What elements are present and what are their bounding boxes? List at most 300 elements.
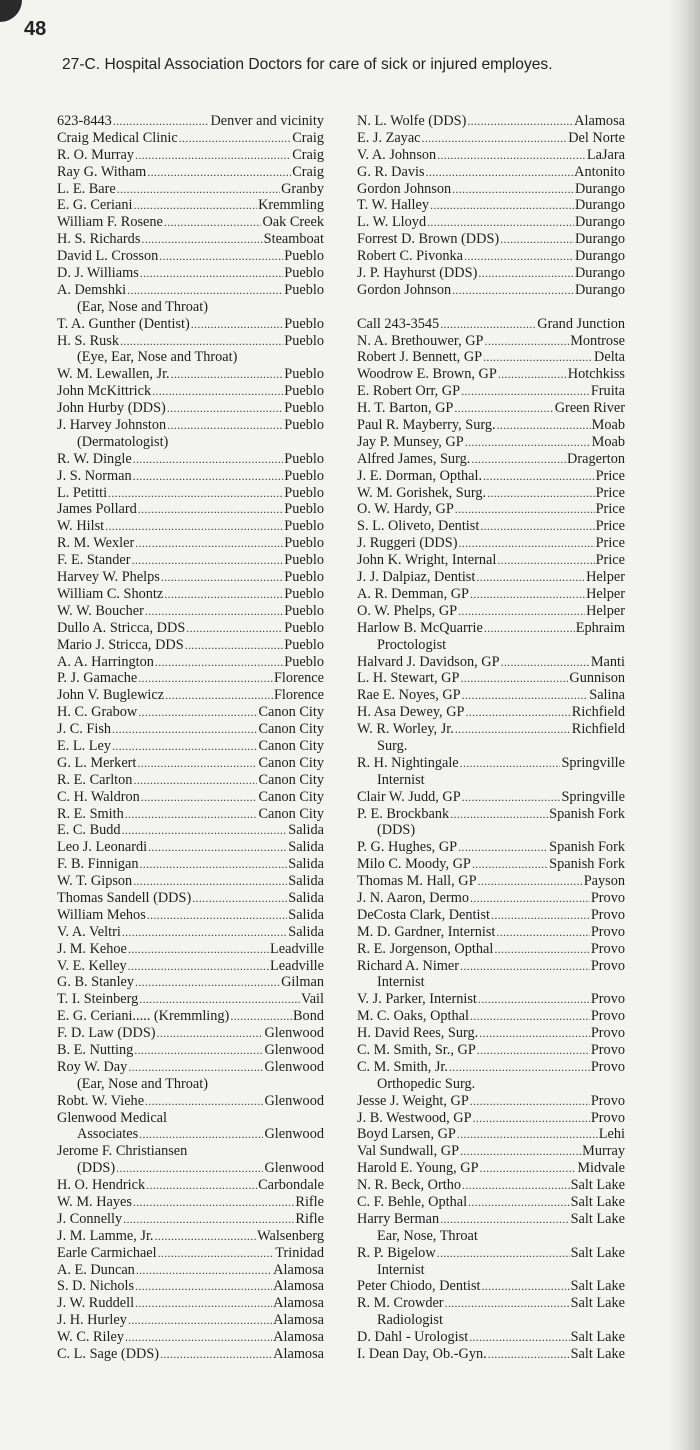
doctor-name: R. E. Smith: [57, 805, 124, 822]
directory-entry: [57, 1346, 324, 1363]
dot-leader: [468, 1194, 570, 1211]
location: Provo: [590, 906, 625, 923]
doctor-name: Harold E. Young, GP: [357, 1160, 479, 1177]
dot-leader: [488, 1346, 570, 1363]
dot-leader: [125, 806, 258, 823]
doctor-name: Jesse J. Weight, GP: [357, 1092, 469, 1109]
location: Spanish Fork: [549, 839, 625, 856]
directory-entry: [57, 890, 324, 907]
directory-entry: [57, 316, 324, 333]
doctor-name: A. E. Duncan: [57, 1261, 135, 1278]
doctor-name: L. Petitti: [57, 484, 108, 501]
doctor-name: Mario J. Stricca, DDS: [57, 636, 184, 653]
location: Durango: [574, 197, 625, 214]
dot-leader: [478, 991, 590, 1008]
doctor-name: Boyd Larsen, GP: [357, 1126, 456, 1143]
doctor-name: N. R. Beck, Ortho: [357, 1177, 462, 1194]
doctor-name: T. W. Halley: [357, 197, 430, 214]
dot-leader: [147, 907, 287, 924]
dot-leader: [117, 181, 280, 198]
directory-entry: [57, 1295, 324, 1312]
doctor-name: D. J. Williams: [57, 265, 139, 282]
dot-leader: [462, 789, 561, 806]
location: Pueblo: [284, 602, 324, 619]
location: Durango: [574, 214, 625, 231]
directory-entry: [357, 181, 625, 198]
doctor-name: John Hurby (DDS): [57, 400, 166, 417]
dot-leader: [161, 569, 283, 586]
dot-leader: [128, 958, 269, 975]
doctor-name: H. C. Grabow: [57, 704, 138, 721]
dot-leader: [454, 400, 553, 417]
directory-entry: [357, 704, 625, 721]
dot-leader: [186, 620, 283, 637]
doctor-name: Halvard J. Davidson, GP: [357, 653, 500, 670]
dot-leader: [460, 1143, 581, 1160]
directory-entry: [57, 181, 324, 198]
doctor-name: W. T. Gipson: [57, 873, 133, 890]
directory-entry: [357, 518, 625, 535]
dot-leader: [470, 586, 585, 603]
location: Durango: [574, 265, 625, 282]
doctor-name: H. Asa Dewey, GP: [357, 704, 465, 721]
directory-entry: [57, 1177, 324, 1194]
directory-entry: [57, 248, 324, 265]
directory-entry: [57, 501, 324, 518]
doctor-name: O. W. Hardy, GP: [357, 501, 454, 518]
directory-entry: [57, 1278, 324, 1295]
directory-entry: [357, 924, 625, 941]
location: Price: [595, 552, 625, 569]
directory-entry: [57, 603, 324, 620]
directory-entry: [357, 316, 625, 333]
directory-entry: [57, 991, 324, 1008]
doctor-name: Ray G. Witham: [57, 163, 147, 180]
specialty-note: Surg.: [377, 737, 408, 754]
location: Glenwood: [264, 1058, 324, 1075]
directory-entry: [357, 333, 625, 350]
location: Payson: [583, 873, 625, 890]
doctor-name: S. D. Nichols: [57, 1278, 135, 1295]
directory-entry: [357, 721, 625, 738]
dot-leader: [120, 333, 283, 350]
directory-entry: [57, 569, 324, 586]
dot-leader: [440, 316, 536, 333]
dot-leader: [159, 248, 283, 265]
doctor-name: Harlow B. McQuarrie: [357, 619, 483, 636]
directory-entry: [357, 164, 625, 181]
location: Gilman: [281, 974, 324, 991]
location: Oak Creek: [262, 214, 324, 231]
location: Midvale: [577, 1160, 625, 1177]
directory-entry: [357, 197, 625, 214]
location: Salida: [288, 822, 324, 839]
doctor-name: H. S. Rusk: [57, 332, 119, 349]
dot-leader: [458, 839, 548, 856]
location: Alamosa: [574, 113, 625, 129]
location: Pueblo: [284, 417, 324, 434]
doctor-name: Roy W. Day: [57, 1058, 128, 1075]
location: Canon City: [258, 771, 324, 788]
location: Pueblo: [284, 366, 324, 383]
doctor-name: C. H. Waldron: [57, 788, 140, 805]
location: Alamosa: [273, 1261, 324, 1278]
dot-leader: [128, 1312, 272, 1329]
location: Canon City: [258, 704, 324, 721]
doctor-name: Robert C. Pivonka: [357, 248, 464, 265]
doctor-name: F. B. Finnigan: [57, 856, 139, 873]
doctor-name: W. M. Lewallen, Jr.: [57, 366, 170, 383]
dot-leader: [476, 569, 585, 586]
dot-leader: [497, 552, 594, 569]
directory-entry: [57, 417, 324, 434]
doctor-name: I. Dean Day, Ob.-Gyn.: [357, 1346, 487, 1363]
location: Glenwood: [264, 1092, 324, 1109]
location: Craig: [292, 146, 324, 163]
doctor-name: Craig Medical Clinic: [57, 129, 178, 146]
doctor-name: C. F. Behle, Opthal: [357, 1194, 468, 1210]
location: Provo: [590, 991, 625, 1008]
doctor-name: John V. Buglewicz: [57, 687, 165, 704]
location: Salt Lake: [570, 1329, 625, 1346]
location: Pueblo: [284, 248, 324, 265]
doctor-name: David L. Crosson: [57, 248, 159, 265]
dot-leader: [135, 974, 280, 991]
dot-leader: [135, 1295, 272, 1312]
doctor-name: E. Robert Orr, GP: [357, 383, 461, 400]
location: Helper: [586, 569, 625, 586]
dot-leader: [152, 383, 283, 400]
dot-leader: [133, 197, 257, 214]
right-column: [357, 113, 625, 1363]
directory-entry: [57, 839, 324, 856]
doctor-name: Forrest D. Brown (DDS): [357, 231, 500, 248]
dot-leader: [128, 941, 269, 958]
dot-leader: [437, 147, 586, 164]
doctor-name: John McKittrick: [57, 383, 152, 400]
directory-entry: [57, 1312, 324, 1329]
doctor-name: P. G. Hughes, GP: [357, 839, 458, 856]
location: Pueblo: [284, 619, 324, 636]
dot-leader: [145, 603, 283, 620]
doctor-name: W. C. Riley: [57, 1329, 124, 1346]
location: Provo: [590, 957, 625, 974]
directory-entry: [357, 417, 625, 434]
dot-leader: [192, 890, 287, 907]
location: Granby: [281, 180, 324, 197]
location: Moab: [591, 433, 625, 450]
dot-leader: [422, 130, 568, 147]
dot-leader: [482, 1278, 570, 1295]
location: Carbondale: [258, 1177, 324, 1194]
location: Lehi: [598, 1126, 625, 1143]
doctor-name: William F. Rosene: [57, 214, 163, 231]
location: Ephraim: [575, 619, 625, 636]
location: LaJara: [586, 146, 625, 163]
doctor-name: V. A. Johnson: [357, 146, 437, 163]
directory-entry: [57, 806, 324, 823]
directory-entry: [57, 958, 324, 975]
location: Glenwood: [264, 1160, 324, 1177]
location: Alamosa: [273, 1329, 324, 1346]
dot-leader: [157, 1025, 264, 1042]
doctor-name: J. N. Aaron, Dermo: [357, 889, 469, 906]
dot-leader: [133, 772, 257, 789]
doctor-name: T. A. Gunther (Dentist): [57, 315, 190, 332]
directory-entry: [57, 789, 324, 806]
dot-leader: [135, 147, 291, 164]
directory-entry: [57, 535, 324, 552]
location: Helper: [586, 602, 625, 619]
specialty-note: Internist: [377, 974, 425, 991]
directory-entry: [57, 654, 324, 671]
location: Green River: [554, 400, 625, 417]
doctor-name: L. H. Stewart, GP: [357, 670, 460, 687]
directory-entry: [57, 1211, 324, 1228]
directory-entry: [357, 282, 625, 299]
doctor-name: W. Hilst: [57, 518, 105, 535]
doctor-name: G. L. Merkert: [57, 754, 137, 771]
doctor-name: N. A. Brethouwer, GP: [357, 332, 484, 349]
directory-entry: [357, 265, 625, 282]
dot-leader: [457, 1126, 598, 1143]
directory-entry: [357, 214, 625, 231]
doctor-name: R. M. Wexler: [57, 535, 135, 552]
doctor-name: J. Connelly: [57, 1210, 123, 1227]
dot-leader: [455, 501, 595, 518]
dot-leader: [462, 1177, 570, 1194]
location: Pueblo: [284, 400, 324, 417]
directory-entry: [57, 214, 324, 231]
location: Pueblo: [284, 585, 324, 602]
directory-entry: [357, 485, 625, 502]
doctor-name: D. Dahl - Urologist: [357, 1329, 469, 1346]
dot-leader: [500, 231, 574, 248]
doctor-name: A. R. Demman, GP: [357, 585, 469, 602]
dot-leader: [116, 1160, 263, 1177]
location: Kremmling: [258, 197, 324, 214]
directory-entry: [57, 197, 324, 214]
page-number: 48: [24, 18, 47, 40]
specialty-note: (Eye, Ear, Nose and Throat): [77, 349, 238, 366]
location: Salida: [288, 906, 324, 923]
doctor-name: J. M. Lamme, Jr.: [57, 1227, 154, 1244]
location: Craig: [292, 129, 324, 146]
directory-entry: [357, 941, 625, 958]
location: Pueblo: [284, 332, 324, 349]
directory-entry: [357, 1126, 625, 1143]
doctor-name: Val Sundwall, GP: [357, 1143, 460, 1160]
location: Steamboat: [263, 231, 324, 248]
directory-entry: [357, 991, 625, 1008]
doctor-name: J. E. Dorman, Opthal.: [357, 467, 483, 484]
doctor-name: B. E. Nutting: [57, 1041, 134, 1058]
directory-entry: [57, 231, 324, 248]
directory-entry: [357, 400, 625, 417]
dot-leader: [470, 1093, 590, 1110]
dot-leader: [496, 924, 589, 941]
doctor-name: Richard A. Nimer: [357, 957, 460, 974]
dot-leader: [147, 164, 291, 181]
dot-leader: [461, 383, 590, 400]
dot-leader: [185, 637, 284, 654]
directory-entry: [57, 586, 324, 603]
location: Manti: [590, 653, 625, 670]
left-column: [57, 113, 324, 1363]
location: Alamosa: [273, 1278, 324, 1295]
dot-leader: [472, 856, 548, 873]
directory-entry: [57, 1008, 324, 1025]
location: Pueblo: [284, 383, 324, 400]
directory-entry: [357, 1059, 625, 1076]
dot-leader: [164, 586, 283, 603]
doctor-name: T. I. Steinberg: [57, 991, 139, 1008]
location: Salida: [288, 889, 324, 906]
dot-leader: [165, 687, 273, 704]
directory-entry: [357, 687, 625, 704]
doctor-name: 623-8443: [57, 113, 112, 129]
location: Rifle: [295, 1210, 324, 1227]
doctor-name: J. J. Dalpiaz, Dentist: [357, 569, 476, 586]
directory-entry: [357, 873, 625, 890]
dot-leader: [427, 214, 574, 231]
location: Murray: [582, 1143, 625, 1160]
dot-leader: [465, 434, 591, 451]
page-corner-mark: [0, 0, 22, 22]
directory-entry: [357, 1295, 625, 1312]
location: Craig: [292, 163, 324, 180]
directory-entry: [357, 907, 625, 924]
dot-leader: [137, 755, 257, 772]
dot-leader: [146, 1177, 257, 1194]
dot-leader: [139, 856, 287, 873]
dot-leader: [467, 113, 573, 130]
directory-entry: [357, 856, 625, 873]
doctor-name: A. Demshki: [57, 281, 127, 298]
directory-entry: [357, 958, 625, 975]
location: Glenwood: [264, 1126, 324, 1143]
dot-leader: [133, 873, 287, 890]
location: Durango: [574, 248, 625, 265]
location: Spanish Fork: [549, 856, 625, 873]
location: Price: [595, 518, 625, 535]
dot-leader: [455, 721, 571, 738]
directory-entry: [57, 856, 324, 873]
location: Rifle: [295, 1194, 324, 1210]
doctor-name: R. H. Nightingale: [357, 754, 459, 771]
location: Canon City: [258, 788, 324, 805]
dot-leader: [139, 1126, 263, 1143]
doctor-name: M. D. Gardner, Internist: [357, 923, 496, 940]
doctor-name: H. S. Richards: [57, 231, 141, 248]
location: Vail: [300, 991, 324, 1008]
specialty-note: Internist: [377, 1261, 425, 1278]
doctor-name: P. E. Brockbank: [357, 805, 450, 822]
location: Price: [595, 467, 625, 484]
location: Montrose: [570, 332, 625, 349]
doctor-name: Call 243-3545: [357, 315, 440, 332]
dot-leader: [462, 687, 589, 704]
location: Moab: [591, 417, 625, 434]
location: Antonito: [574, 163, 625, 180]
directory-entry: [57, 873, 324, 890]
directory-entry: [357, 1177, 625, 1194]
spacer: [357, 299, 625, 316]
directory-entry: [357, 366, 625, 383]
directory-entry: [57, 400, 324, 417]
doctor-name: M. C. Oaks, Opthal: [357, 1008, 469, 1025]
location: Salida: [288, 839, 324, 856]
location: Salida: [288, 873, 324, 890]
directory-entry: [357, 654, 625, 671]
location: Springville: [561, 788, 625, 805]
location: Price: [595, 501, 625, 518]
location: Provo: [590, 940, 625, 957]
directory-entry: [57, 755, 324, 772]
location: Hotchkiss: [567, 366, 625, 383]
specialty-note: (Ear, Nose and Throat): [77, 298, 208, 315]
doctor-name: R. M. Crowder: [357, 1295, 444, 1312]
directory-entry: [357, 1143, 625, 1160]
directory-entry: [57, 1160, 324, 1177]
directory-entry: [357, 535, 625, 552]
doctor-name: Peter Chiodo, Dentist: [357, 1278, 481, 1295]
location: Canon City: [258, 737, 324, 754]
dot-leader: [478, 873, 583, 890]
directory-entry: [57, 772, 324, 789]
directory-entry: [357, 468, 625, 485]
doctor-name: William C. Shontz: [57, 585, 164, 602]
location: Glenwood: [264, 1041, 324, 1058]
location: Spanish Fork: [549, 805, 625, 822]
directory-entry: [357, 789, 625, 806]
dot-leader: [437, 1245, 570, 1262]
directory-entry: [57, 1262, 324, 1279]
location: Pueblo: [284, 518, 324, 535]
location: Provo: [590, 1092, 625, 1109]
dot-leader: [230, 1008, 292, 1025]
location: Salina: [589, 687, 625, 704]
dot-leader: [158, 1245, 275, 1262]
specialty-note: Internist: [377, 771, 425, 788]
location: Provo: [590, 889, 625, 906]
location: Grand Junction: [537, 315, 625, 332]
location: Fruita: [590, 383, 625, 400]
dot-leader: [122, 822, 288, 839]
directory-entry: [57, 333, 324, 350]
doctor-name: Jerome F. Christiansen: [57, 1143, 188, 1160]
page-edge-shadow: [668, 0, 700, 1450]
dot-leader: [450, 806, 548, 823]
directory-entry: [357, 1211, 625, 1228]
doctor-name: Rae E. Noyes, GP: [357, 687, 461, 704]
location: Price: [595, 535, 625, 552]
dot-leader: [135, 535, 283, 552]
dot-leader: [458, 535, 594, 552]
dot-leader: [132, 552, 284, 569]
doctor-name: S. L. Oliveto, Dentist: [357, 518, 480, 535]
location: Pueblo: [284, 281, 324, 298]
dot-leader: [440, 1211, 569, 1228]
directory-entry: [57, 265, 324, 282]
dot-leader: [465, 704, 570, 721]
doctor-name: Paul R. Mayberry, Surg.: [357, 417, 496, 434]
doctor-name: J. P. Hayhurst (DDS): [357, 265, 478, 282]
directory-entry: [357, 1346, 625, 1363]
doctor-name: L. W. Lloyd: [357, 214, 427, 231]
dot-leader: [458, 603, 585, 620]
doctor-name: Leo J. Leonardi: [57, 839, 148, 856]
